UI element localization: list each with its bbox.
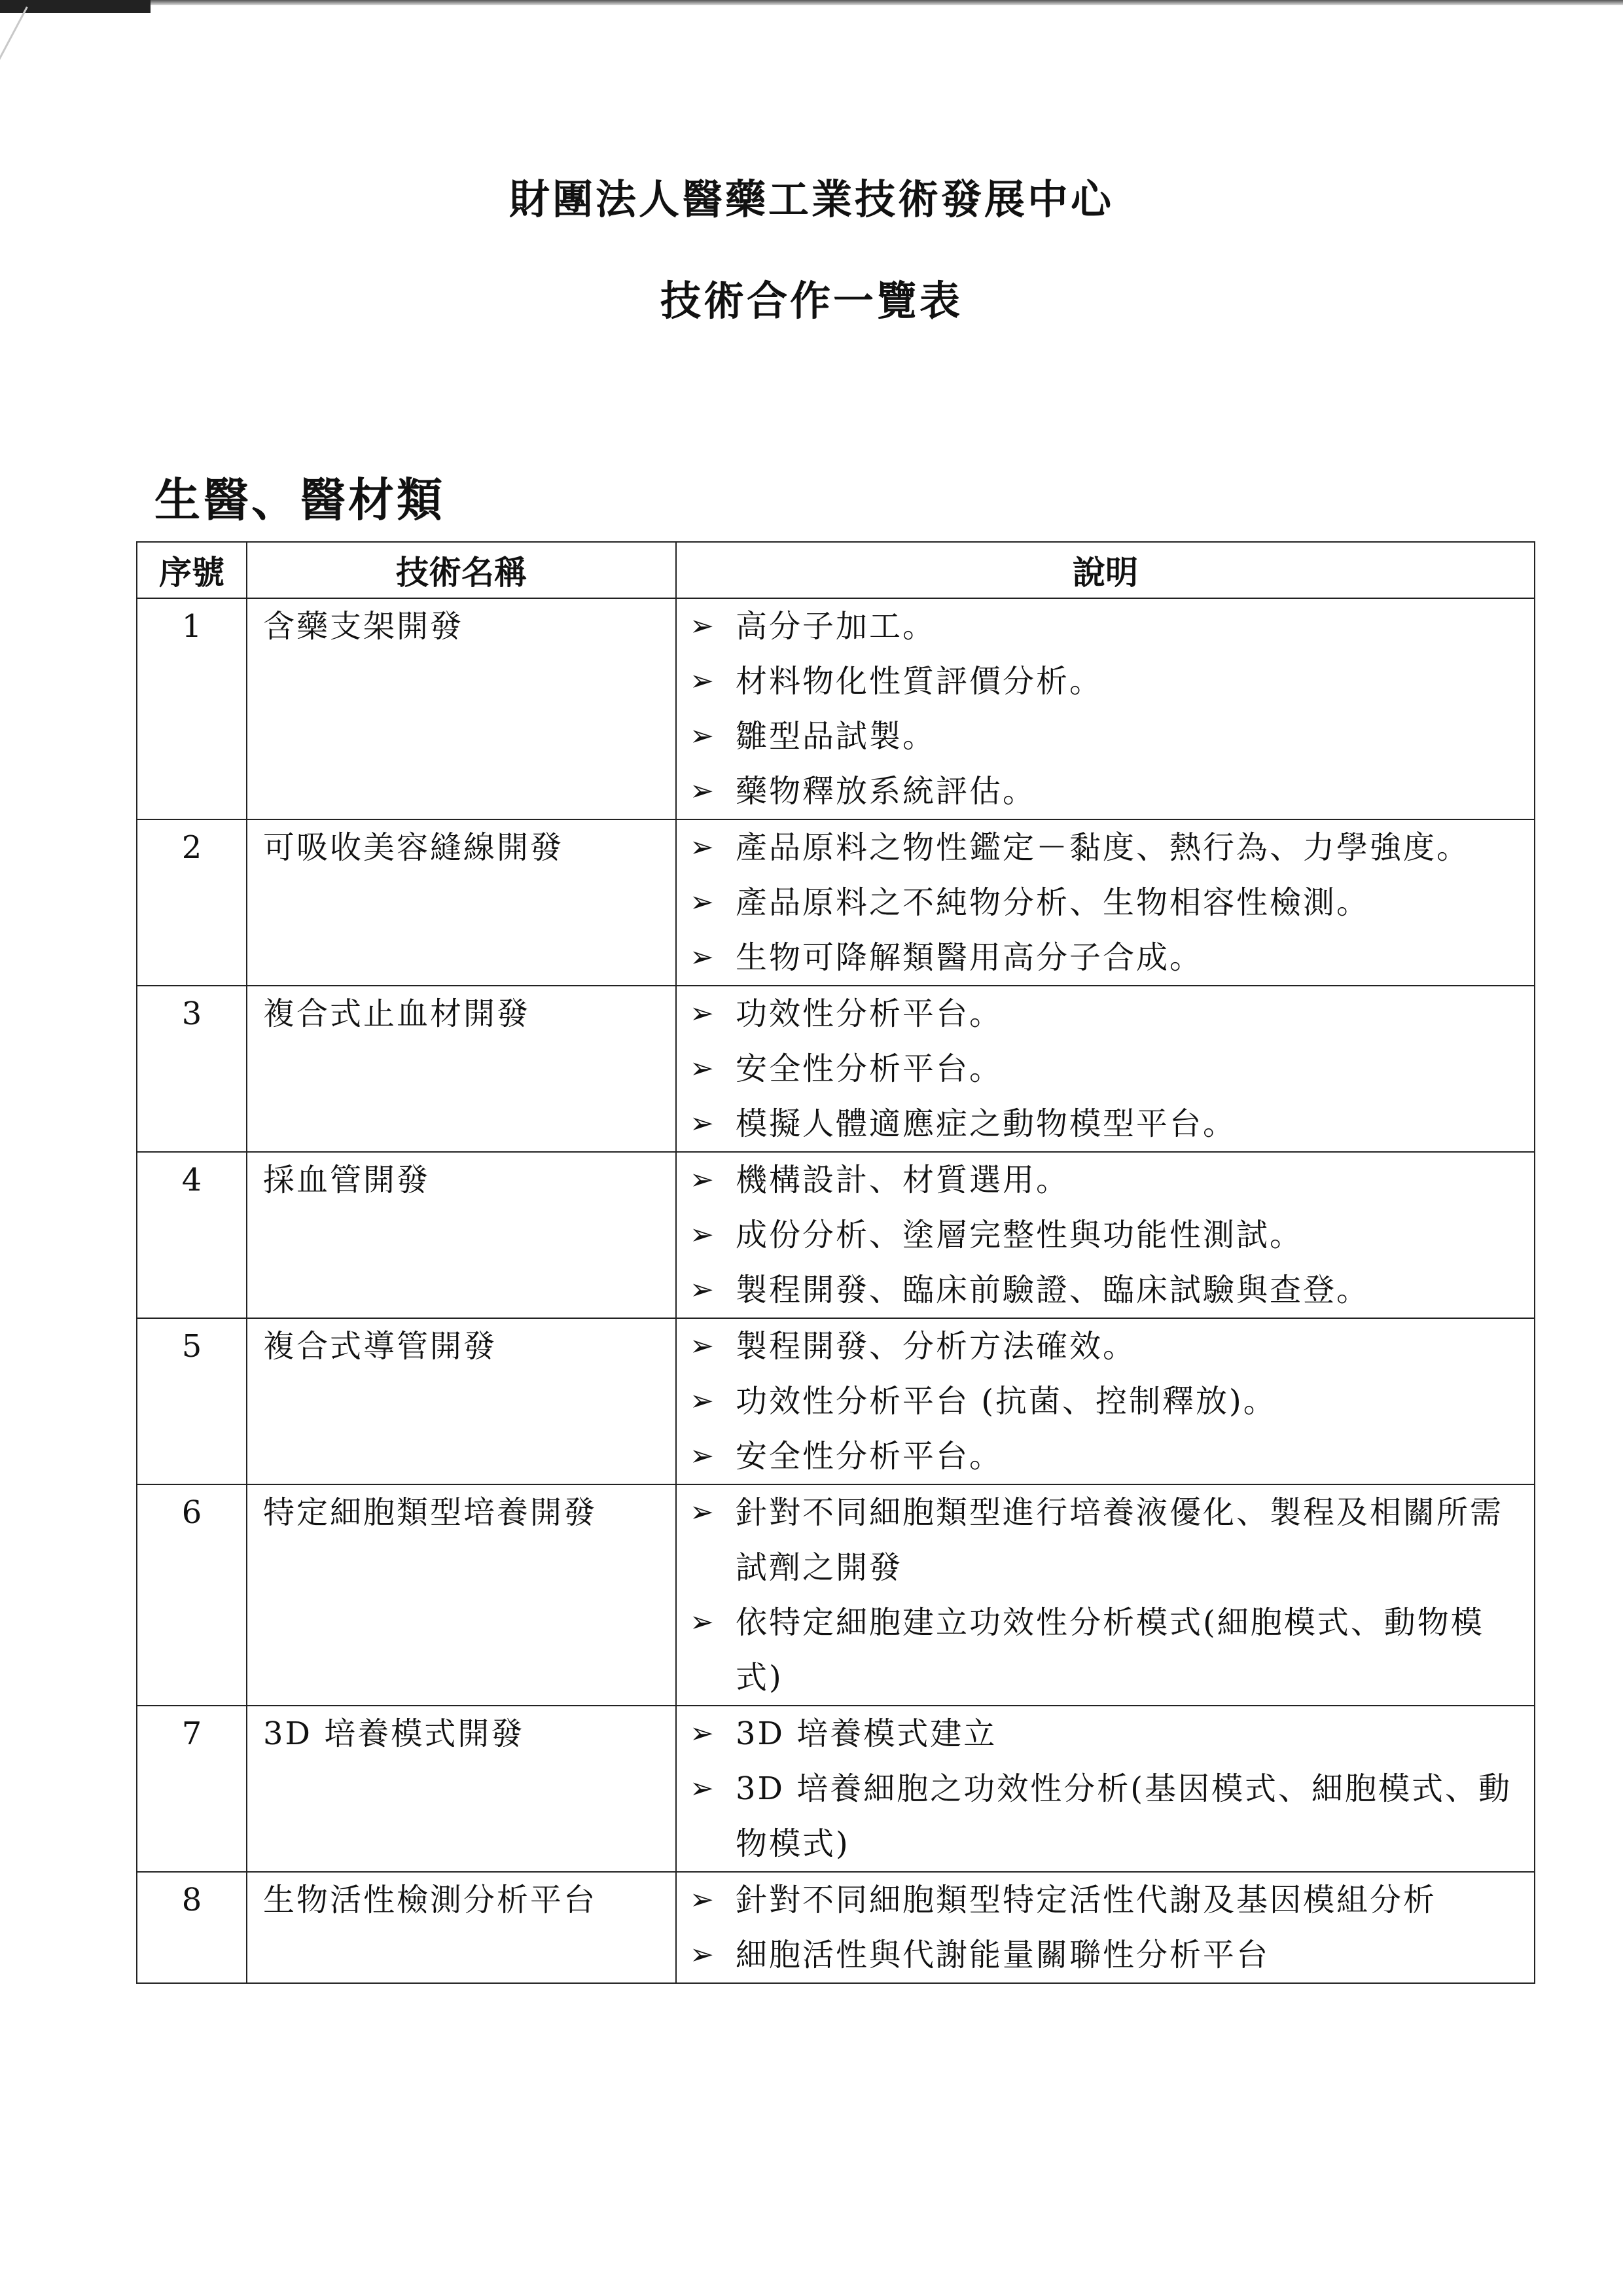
arrow-bullet-icon: ➢ <box>690 1163 716 1196</box>
description-text: 機構設計、材質選用。 <box>736 1162 1070 1198</box>
arrow-bullet-icon: ➢ <box>690 664 716 698</box>
technology-name: 3D 培養模式開發 <box>247 1706 676 1872</box>
technology-name: 生物活性檢測分析平台 <box>247 1872 676 1983</box>
description-item <box>690 930 1521 985</box>
description-item <box>690 599 1521 654</box>
table-header-row <box>137 542 1535 598</box>
description-item <box>690 1595 1521 1705</box>
doc-title: 技術合作一覽表 <box>660 277 963 325</box>
arrow-bullet-icon: ➢ <box>690 719 716 753</box>
description-list <box>690 599 1521 819</box>
description-text: 功效性分析平台 (抗菌、控制釋放)。 <box>736 1383 1277 1420</box>
description-text: 3D 培養細胞之功效性分析(基因模式、細胞模式、動物模式) <box>736 1770 1512 1862</box>
description-text: 藥物釋放系統評估。 <box>736 773 1037 810</box>
description-item <box>690 1374 1521 1429</box>
row-number: 7 <box>137 1706 247 1872</box>
column-header-name: 技術名稱 <box>247 542 676 598</box>
description-cell <box>676 598 1535 819</box>
row-number: 8 <box>137 1872 247 1983</box>
description-text: 成份分析、塗層完整性與功能性測試。 <box>736 1217 1304 1253</box>
arrow-bullet-icon: ➢ <box>690 1384 716 1418</box>
column-header-desc: 說明 <box>676 542 1535 598</box>
description-text: 材料物化性質評價分析。 <box>736 663 1103 700</box>
arrow-bullet-icon: ➢ <box>690 1717 716 1750</box>
arrow-bullet-icon: ➢ <box>690 1439 716 1473</box>
description-text: 生物可降解類醫用高分子合成。 <box>736 939 1204 976</box>
org-title: 財團法人醫藥工業技術發展中心 <box>508 175 1114 223</box>
table-row <box>137 819 1535 986</box>
description-item <box>690 1319 1521 1374</box>
technology-name: 特定細胞類型培養開發 <box>247 1484 676 1706</box>
arrow-bullet-icon: ➢ <box>690 1329 716 1363</box>
table-row <box>137 986 1535 1152</box>
arrow-bullet-icon: ➢ <box>690 831 716 864</box>
table-row <box>137 1706 1535 1872</box>
description-item <box>690 1873 1521 1928</box>
tech-cooperation-table <box>136 541 1535 1984</box>
description-list <box>690 986 1521 1151</box>
section-heading: 生醫、醫材類 <box>154 473 445 527</box>
scan-corner-shadow <box>0 0 151 13</box>
technology-name: 複合式導管開發 <box>247 1318 676 1484</box>
description-item <box>690 1263 1521 1318</box>
arrow-bullet-icon: ➢ <box>690 1883 716 1916</box>
arrow-bullet-icon: ➢ <box>690 886 716 919</box>
description-item <box>690 1208 1521 1263</box>
row-number: 6 <box>137 1484 247 1706</box>
description-text: 製程開發、臨床前驗證、臨床試驗與查登。 <box>736 1272 1370 1308</box>
description-text: 依特定細胞建立功效性分析模式(細胞模式、動物模式) <box>736 1604 1484 1696</box>
technology-name: 可吸收美容縫線開發 <box>247 819 676 986</box>
technology-name: 採血管開發 <box>247 1152 676 1318</box>
description-item <box>690 1928 1521 1982</box>
arrow-bullet-icon: ➢ <box>690 1107 716 1140</box>
table-header <box>137 542 1535 598</box>
table-row <box>137 1872 1535 1983</box>
description-item <box>690 709 1521 764</box>
arrow-bullet-icon: ➢ <box>690 609 716 643</box>
description-list <box>690 1706 1521 1871</box>
description-list <box>690 1153 1521 1318</box>
description-item <box>690 1153 1521 1208</box>
description-cell <box>676 1318 1535 1484</box>
description-text: 安全性分析平台。 <box>736 1050 1003 1087</box>
table-row <box>137 598 1535 819</box>
row-number: 4 <box>137 1152 247 1318</box>
table-row <box>137 1152 1535 1318</box>
description-item <box>690 1761 1521 1871</box>
description-text: 高分子加工。 <box>736 608 936 645</box>
arrow-bullet-icon: ➢ <box>690 997 716 1030</box>
description-item <box>690 654 1521 709</box>
description-text: 安全性分析平台。 <box>736 1438 1003 1475</box>
description-item <box>690 1429 1521 1484</box>
table-row <box>137 1484 1535 1706</box>
arrow-bullet-icon: ➢ <box>690 1772 716 1805</box>
description-item <box>690 820 1521 875</box>
table-body <box>137 598 1535 1983</box>
technology-name: 複合式止血材開發 <box>247 986 676 1152</box>
description-list <box>690 1319 1521 1484</box>
description-list <box>690 820 1521 985</box>
description-text: 針對不同細胞類型特定活性代謝及基因模組分析 <box>736 1882 1437 1918</box>
row-number: 5 <box>137 1318 247 1484</box>
description-item <box>690 1096 1521 1151</box>
description-text: 雛型品試製。 <box>736 718 936 755</box>
description-text: 製程開發、分析方法確效。 <box>736 1328 1137 1365</box>
description-item <box>690 764 1521 819</box>
arrow-bullet-icon: ➢ <box>690 1496 716 1529</box>
description-cell <box>676 986 1535 1152</box>
description-item <box>690 1706 1521 1761</box>
description-item <box>690 1041 1521 1096</box>
arrow-bullet-icon: ➢ <box>690 1938 716 1971</box>
arrow-bullet-icon: ➢ <box>690 941 716 974</box>
arrow-bullet-icon: ➢ <box>690 774 716 808</box>
description-text: 細胞活性與代謝能量關聯性分析平台 <box>736 1937 1270 1973</box>
description-item <box>690 1485 1521 1595</box>
scan-edge-top <box>0 0 1623 5</box>
description-list <box>690 1485 1521 1705</box>
description-text: 產品原料之物性鑑定－黏度、熱行為、力學強度。 <box>736 829 1471 866</box>
description-cell <box>676 1484 1535 1706</box>
description-cell <box>676 1872 1535 1983</box>
column-header-no: 序號 <box>137 542 247 598</box>
row-number: 1 <box>137 598 247 819</box>
row-number: 3 <box>137 986 247 1152</box>
arrow-bullet-icon: ➢ <box>690 1218 716 1251</box>
arrow-bullet-icon: ➢ <box>690 1052 716 1085</box>
description-text: 針對不同細胞類型進行培養液優化、製程及相關所需試劑之開發 <box>736 1494 1504 1586</box>
row-number: 2 <box>137 819 247 986</box>
arrow-bullet-icon: ➢ <box>690 1605 716 1639</box>
description-text: 功效性分析平台。 <box>736 996 1003 1032</box>
description-item <box>690 986 1521 1041</box>
table-row <box>137 1318 1535 1484</box>
description-list <box>690 1873 1521 1982</box>
arrow-bullet-icon: ➢ <box>690 1273 716 1306</box>
description-cell <box>676 819 1535 986</box>
description-cell <box>676 1152 1535 1318</box>
description-text: 產品原料之不純物分析、生物相容性檢測。 <box>736 884 1370 921</box>
description-text: 3D 培養模式建立 <box>736 1715 997 1752</box>
description-item <box>690 875 1521 930</box>
description-cell <box>676 1706 1535 1872</box>
description-text: 模擬人體適應症之動物模型平台。 <box>736 1105 1237 1142</box>
technology-name: 含藥支架開發 <box>247 598 676 819</box>
